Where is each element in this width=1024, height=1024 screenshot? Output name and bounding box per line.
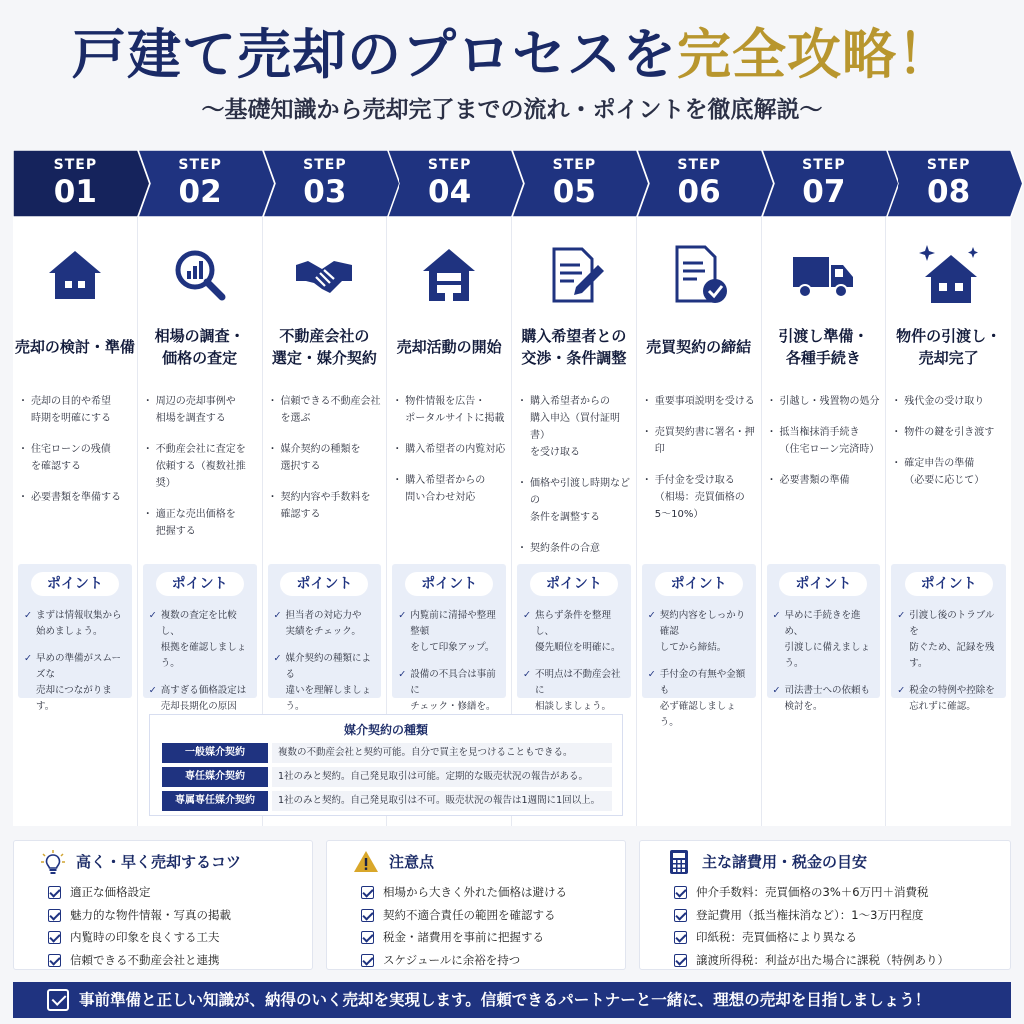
tips-item <box>48 949 231 972</box>
step-bullet-list <box>645 393 757 537</box>
check-icon: ✓ <box>398 669 407 680</box>
contract-type-desc: 複数の不動産会社と契約可能。自分で買主を見つけることもできる。 <box>272 743 612 763</box>
checkbox-icon <box>48 886 61 899</box>
step-bullet-list <box>395 393 507 520</box>
document-pen-icon <box>542 243 606 307</box>
step-column-08 <box>886 217 1011 826</box>
step-bullet: ・ 不動産会社に査定を 依頼する（複数社推奨） <box>146 441 258 492</box>
step-label: STEP <box>552 157 597 173</box>
handshake-icon <box>292 243 356 307</box>
title-main: 戸建て売却のプロセスを <box>72 22 677 86</box>
step-label: STEP <box>178 157 222 173</box>
tips-box <box>13 840 313 970</box>
point-item <box>24 608 129 640</box>
check-icon: ✓ <box>148 610 157 621</box>
checkbox-icon <box>361 931 374 944</box>
check-icon <box>47 989 69 1011</box>
step-label: STEP <box>926 157 971 173</box>
check-icon: ✓ <box>647 610 656 621</box>
step-bullet: ・ 売却の目的や希望 時期を明確にする <box>21 393 133 427</box>
step-number: 08 <box>927 174 971 210</box>
point-text: まずは情報収集から 始めましょう。 <box>36 610 122 637</box>
step-bullet: ・ 周辺の売却事例や 相場を調査する <box>146 393 258 427</box>
costs-title: 主な諸費用・税金の目安 <box>702 853 868 871</box>
step-number: 07 <box>802 174 846 210</box>
step-bullet-list <box>520 393 632 571</box>
cautions-item <box>361 949 567 972</box>
step-bullet: ・ 価格や引渡し時期などの 条件を調整する <box>520 475 632 526</box>
point-item <box>523 667 628 715</box>
checkbox-icon <box>674 931 687 944</box>
step-bullet: ・ 媒介契約の種類を 選択する <box>271 441 383 475</box>
tips-item-text: 魅力的な物件情報・写真の掲載 <box>70 907 231 922</box>
step-tab-07 <box>762 150 899 217</box>
cautions-item <box>361 881 567 904</box>
point-list <box>897 608 1003 726</box>
costs-item-text: 印紙税：売買価格により異なる <box>696 930 857 944</box>
step-number: 06 <box>677 174 721 210</box>
search-chart-icon <box>168 243 232 307</box>
checkbox-icon <box>48 931 61 944</box>
check-icon: ✓ <box>523 610 531 621</box>
tips-item-text: 信頼できる不動産会社と連携 <box>70 952 220 967</box>
step-bullet: ・ 信頼できる不動産会社 を選ぶ <box>271 393 383 427</box>
point-list <box>773 608 878 726</box>
check-icon: ✓ <box>897 610 906 621</box>
cautions-item-text: 相場から大きく外れた価格は避ける <box>383 885 567 899</box>
point-item <box>773 683 878 715</box>
contract-type-desc: 1社のみと契約。自己発見取引は不可。販売状況の報告は1週間に1回以上。 <box>272 791 612 811</box>
point-item <box>274 651 379 715</box>
step-tab-04 <box>387 150 524 217</box>
house-sparkle-icon <box>917 243 981 307</box>
step-number: 05 <box>552 174 596 210</box>
checkbox-icon <box>361 954 374 967</box>
step-title: 売却活動の開始 <box>396 338 502 356</box>
lightbulb-icon <box>40 849 66 875</box>
point-badge: ポイント <box>280 572 368 596</box>
step-bullet-list <box>894 393 1007 503</box>
step-tab-02 <box>138 150 275 217</box>
step-bullet: ・ 契約内容や手数料を 確認する <box>271 489 383 523</box>
step-bullet: ・ 確定申告の準備 （必要に応じて） <box>894 455 1007 489</box>
point-item <box>773 608 878 672</box>
point-box <box>143 564 257 712</box>
step-bullet: ・ 契約条件の合意 <box>520 540 632 557</box>
check-icon: ✓ <box>772 685 781 696</box>
step-bullet: ・ 物件情報を広告・ ポータルサイトに掲載 <box>395 393 507 427</box>
point-list <box>274 608 379 726</box>
step-bullet: ・ 抵当権抹消手続き （住宅ローン完済時） <box>770 424 882 458</box>
costs-item-text: 登記費用（抵当権抹消など）：1〜3万円程度 <box>696 907 924 922</box>
tips-item <box>48 904 231 927</box>
check-icon: ✓ <box>273 610 282 621</box>
checkbox-icon <box>48 954 61 967</box>
contract-row <box>162 791 612 811</box>
contract-type-desc: 1社のみと契約。自己発見取引は可能。定期的な販売状況の報告がある。 <box>272 767 612 787</box>
cautions-item-text: スケジュールに余裕を持つ <box>383 952 521 967</box>
point-text: 早めの準備がスムーズな 売却につながります。 <box>36 653 122 712</box>
truck-icon <box>791 243 855 307</box>
point-badge: ポイント <box>905 572 993 596</box>
page-subtitle: 〜基礎知識から売却完了までの流れ・ポイントを徹底解説〜 <box>201 96 823 123</box>
point-text: 担当者の対応力や 実績をチェック。 <box>285 610 362 637</box>
cautions-item <box>361 904 567 927</box>
cautions-list <box>361 881 567 971</box>
step-bullet: ・ 手付金を受け取る （相場：売買価格の5〜10%） <box>645 472 757 523</box>
point-text: 複数の査定を比較し、 根拠を確認しましょう。 <box>160 610 247 669</box>
step-bullet: ・ 購入希望者からの 購入申込（買付証明書） を受け取る <box>520 393 632 461</box>
title-accent: 完全攻略！ <box>677 22 952 86</box>
point-box <box>642 564 756 728</box>
cautions-title: 注意点 <box>389 853 435 871</box>
point-text: 不明点は不動産会社に 相談しましょう。 <box>535 669 621 712</box>
step-bullet-list <box>21 393 133 520</box>
step-bullet: ・ 購入希望者からの 問い合わせ対応 <box>395 472 507 506</box>
point-item <box>274 608 379 640</box>
house-sale-icon <box>417 243 481 307</box>
point-box <box>517 564 631 712</box>
point-item <box>897 608 1003 672</box>
point-item <box>648 608 753 656</box>
point-item <box>149 608 254 672</box>
tips-item <box>48 926 231 949</box>
contract-row <box>162 743 612 763</box>
point-badge: ポイント <box>530 572 618 596</box>
cautions-item <box>361 926 567 949</box>
contract-type-name: 一般媒介契約 <box>162 743 268 763</box>
step-title: 売却の検討・準備 <box>14 338 135 356</box>
check-icon: ✓ <box>24 653 32 664</box>
step-bullet: ・ 住宅ローンの残債 を確認する <box>21 441 133 475</box>
contract-types-title: 媒介契約の種類 <box>343 723 428 737</box>
contract-type-name: 専属専任媒介契約 <box>162 791 268 811</box>
costs-item <box>674 904 949 927</box>
check-icon: ✓ <box>897 685 906 696</box>
point-item <box>897 683 1003 715</box>
step-number: 03 <box>303 174 347 210</box>
step-bullet: ・ 必要書類の準備 <box>770 472 882 489</box>
point-text: 手付金の有無や金額も 必ず確認しましょう。 <box>659 669 746 728</box>
point-text: 媒介契約の種類による 違いを理解しましょう。 <box>285 653 372 712</box>
step-bullet-list <box>146 393 258 554</box>
page-title <box>0 14 1024 94</box>
step-number: 04 <box>428 174 472 210</box>
costs-box <box>639 840 1011 970</box>
house-icon <box>43 243 107 307</box>
point-text: 税金の特例や控除を 忘れずに確認。 <box>909 685 995 712</box>
checkbox-icon <box>674 954 687 967</box>
point-list <box>24 608 129 726</box>
point-box <box>268 564 382 712</box>
contract-types-table <box>149 714 623 816</box>
costs-list <box>674 881 949 971</box>
point-list <box>523 608 628 726</box>
point-box <box>891 564 1006 712</box>
step-tab-06 <box>637 150 774 217</box>
step-bullet: ・ 残代金の受け取り <box>894 393 1007 410</box>
point-badge: ポイント <box>779 572 867 596</box>
step-bullet: ・ 物件の鍵を引き渡す <box>894 424 1007 441</box>
step-bullet: ・ 必要書類を準備する <box>21 489 133 506</box>
step-title: 購入希望者との 交渉・条件調整 <box>521 327 627 367</box>
costs-item <box>674 949 949 972</box>
step-bullet: ・ 引越し・残置物の処分 <box>770 393 882 410</box>
step-column-06 <box>637 217 762 826</box>
step-tab-01 <box>13 150 150 217</box>
point-item <box>648 667 753 731</box>
contract-row <box>162 767 612 787</box>
calculator-icon <box>666 849 692 875</box>
step-title: 物件の引渡し・ 売却完了 <box>896 327 1002 367</box>
point-text: 契約内容をしっかり確認 してから締結。 <box>659 610 746 653</box>
point-list <box>648 608 753 742</box>
contract-type-name: 専任媒介契約 <box>162 767 268 787</box>
point-list <box>398 608 503 726</box>
point-box <box>392 564 506 712</box>
step-column-01 <box>13 217 138 826</box>
point-item <box>523 608 628 656</box>
tips-title: 高く・早く売却するコツ <box>76 853 242 871</box>
point-item <box>398 667 503 715</box>
point-text: 引渡し後のトラブルを 防ぐため、記録を残す。 <box>909 610 995 669</box>
footer-text: 事前準備と正しい知識が、納得のいく売却を実現します。信頼できるパートナーと一緒に、理想の売却を目指しましょう！ <box>79 991 931 1009</box>
step-bullet: ・ 重要事項説明を受ける <box>645 393 757 410</box>
step-bullet: ・ 売買契約書に署名・押印 <box>645 424 757 458</box>
warning-icon <box>353 849 379 875</box>
point-item <box>24 651 129 715</box>
point-item <box>398 608 503 656</box>
check-icon: ✓ <box>148 685 157 696</box>
tips-item <box>48 881 231 904</box>
tips-list <box>48 881 231 971</box>
cautions-box <box>326 840 626 970</box>
step-title: 相場の調査・ 価格の査定 <box>154 327 245 367</box>
step-bullet-list <box>770 393 882 503</box>
checkbox-icon <box>674 909 687 922</box>
point-badge: ポイント <box>655 572 743 596</box>
step-tab-05 <box>512 150 649 217</box>
costs-item-text: 仲介手数料：売買価格の3%＋6万円＋消費税 <box>696 885 929 899</box>
step-bullet: ・ 適正な売出価格を 把握する <box>146 506 258 540</box>
check-icon: ✓ <box>772 610 781 621</box>
step-label: STEP <box>802 157 846 173</box>
footer-banner <box>13 982 1011 1018</box>
check-icon: ✓ <box>24 610 32 621</box>
checkbox-icon <box>674 886 687 899</box>
step-number: 01 <box>53 174 97 210</box>
costs-item <box>674 881 949 904</box>
point-text: 司法書士への依頼も 検討を。 <box>784 685 871 712</box>
costs-item-text: 譲渡所得税：利益が出た場合に課税（特例あり） <box>696 952 949 967</box>
step-label: STEP <box>53 157 98 173</box>
contract-check-icon <box>667 243 731 307</box>
point-badge: ポイント <box>156 572 244 596</box>
step-bullet: ・ 購入希望者の内覧対応 <box>395 441 507 458</box>
step-bullet-list <box>271 393 383 537</box>
step-banner <box>13 150 1011 217</box>
point-text: 高すぎる価格設定は 売却長期化の原因 <box>160 685 247 712</box>
step-title: 売買契約の締結 <box>646 338 752 356</box>
step-label: STEP <box>677 157 721 173</box>
point-text: 設備の不具合は事前に チェック・修繕を。 <box>410 669 496 712</box>
step-title: 不動産会社の 選定・媒介契約 <box>271 327 377 367</box>
step-number: 02 <box>178 174 222 210</box>
step-tab-08 <box>886 150 1023 217</box>
costs-item <box>674 926 949 949</box>
step-tab-03 <box>263 150 400 217</box>
tips-item-text: 適正な価格設定 <box>70 885 151 899</box>
check-icon: ✓ <box>398 610 407 621</box>
cautions-item-text: 税金・諸費用を事前に把握する <box>383 930 544 944</box>
point-text: 焦らず条件を整理し、 優先順位を明確に。 <box>535 610 621 653</box>
point-text: 早めに手続きを進め、 引渡しに備えましょう。 <box>784 610 871 669</box>
step-label: STEP <box>427 157 472 173</box>
checkbox-icon <box>361 886 374 899</box>
check-icon: ✓ <box>273 653 282 664</box>
point-badge: ポイント <box>405 572 493 596</box>
step-label: STEP <box>303 157 347 173</box>
tips-item-text: 内覧時の印象を良くする工夫 <box>70 930 220 944</box>
step-column-07 <box>762 217 887 826</box>
step-title: 引渡し準備・ 各種手続き <box>778 327 869 367</box>
checkbox-icon <box>361 909 374 922</box>
point-box <box>18 564 132 712</box>
check-icon: ✓ <box>647 669 656 680</box>
point-text: 内覧前に清掃や整理整頓 をして印象アップ。 <box>410 610 496 653</box>
check-icon: ✓ <box>523 669 531 680</box>
checkbox-icon <box>48 909 61 922</box>
cautions-item-text: 契約不適合責任の範囲を確認する <box>383 907 556 922</box>
point-box <box>767 564 881 712</box>
point-badge: ポイント <box>31 572 119 596</box>
